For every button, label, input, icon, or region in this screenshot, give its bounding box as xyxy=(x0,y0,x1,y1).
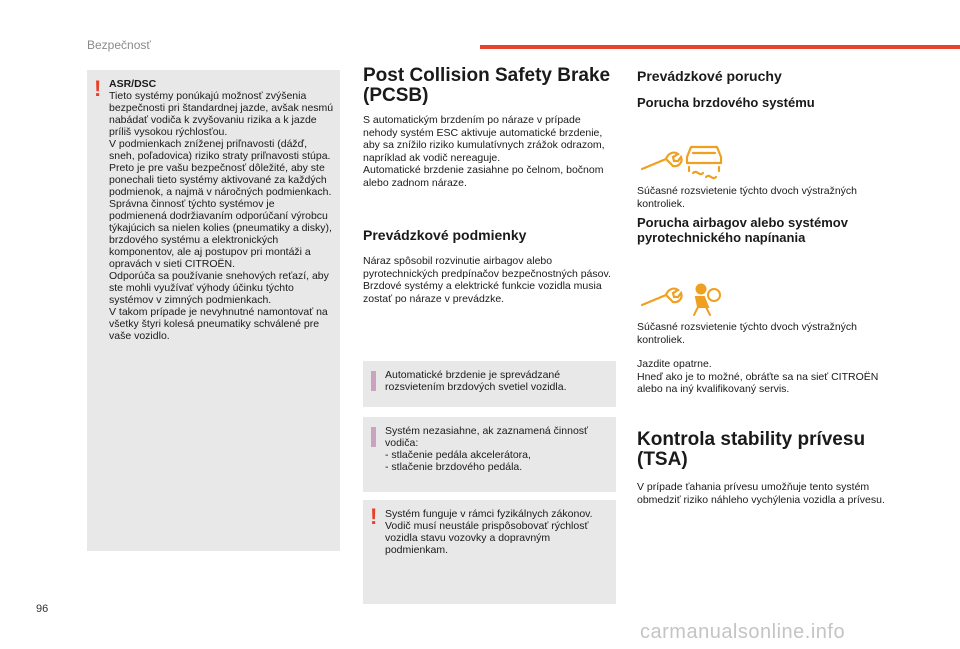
asr-dsc-warning-box xyxy=(87,70,340,551)
brake-warning-icon xyxy=(687,147,721,178)
brake-fault-text: Súčasné rozsvietenie týchto dvoch výstražných kontroliek. xyxy=(637,185,858,210)
faults-section xyxy=(637,68,892,111)
faults-title: Prevádzkové poruchy xyxy=(637,68,782,84)
page-number: 96 xyxy=(36,603,49,615)
pcsb-title: Post Collision Safety Brake (PCSB) xyxy=(363,65,611,106)
warning-exclamation-icon: ! xyxy=(370,504,378,529)
note-driver-action xyxy=(363,417,616,492)
note-driver-action-text: Systém nezasiahne, ak zaznamená činnosť vodiča: - stlačenie pedála akcelerátora, - stlačenie brzdového pedála. xyxy=(385,425,588,473)
airbag-fault-icons xyxy=(640,283,730,319)
info-icon xyxy=(371,371,376,391)
asr-dsc-text: Tieto systémy ponúkajú možnosť zvýšenia bezpečnosti pri štandardnej jazde, avšak nesmú nabádať vodiča k zvyšovaniu rizika a k jazde príliš vysokou rýchlosťou. V podmienkach zníženej priľnavosti (dážď, sneh, poľadovica) riziko straty priľnavosti stúpa. Preto je pre vašu bezpečnosť dôležité, aby ste ponechali tieto systémy aktivované za každých podmienok, a najmä v náročných podmienkach. Správna činnosť týchto systémov je podmienená dodržiavaním odporúčaní výrobcu týkajúcich sa nielen kolies (pneumatiky a disky), brzdového systému a elektronických komponentov, ale aj postupov pri montáži a opravách v sieti CITROËN. Odporúča sa používanie snehových reťazí, aby ste mohli využívať výhody účinku týchto systémov v zimných podmienkach. V takom prípade je nevyhnutné namontovať na všetky štyri kolesá pneumatiky schválené pre vaše vozidlo. xyxy=(109,90,334,342)
note-physics-text: Systém funguje v rámci fyzikálnych zákonov. Vodič musí neustále prispôsobovať rýchlosť vozidla stavu vozovky a dopravným podmienkam. xyxy=(385,508,593,556)
tsa-text: V prípade ťahania prívesu umožňuje tento systém obmedziť riziko náhleho vychýlenia vozidla a prívesu. xyxy=(637,481,885,506)
asr-dsc-title: ASR/DSC xyxy=(109,78,157,90)
brake-fault-title: Porucha brzdového systému xyxy=(637,95,815,110)
airbag-fault-text: Súčasné rozsvietenie týchto dvoch výstražných kontroliek. xyxy=(637,321,858,346)
conditions-title: Prevádzkové podmienky xyxy=(363,227,527,243)
tsa-section xyxy=(637,430,892,506)
wrench-icon xyxy=(642,153,682,169)
conditions-text: Náraz spôsobil rozvinutie airbagov alebo pyrotechnických predpínačov bezpečnostných pásov. Brzdové systémy a elektrické funkcie vozidla musia zostať po náraze v prevádzke. xyxy=(363,255,611,305)
watermark: carmanualsonline.info xyxy=(640,621,846,643)
section-label: Bezpečnosť xyxy=(87,38,151,52)
tsa-title: Kontrola stability prívesu (TSA) xyxy=(637,429,866,470)
pcsb-intro: S automatickým brzdením po náraze v prípade nehody systém ESC aktivuje automatické brzdenie, aby sa znížilo riziko kumulatívnych zrážok odrazom, napríklad ak vodič nereaguje. Automatické brzdenie zasiahne po čelnom, bočnom alebo zadnom náraze. xyxy=(363,114,605,189)
wrench-icon xyxy=(642,289,682,305)
pcsb-column xyxy=(363,66,616,305)
airbag-warning-icon xyxy=(694,285,720,316)
warning-exclamation-icon: ! xyxy=(94,76,102,101)
header-accent-bar xyxy=(480,45,960,49)
info-icon xyxy=(371,427,376,447)
note-physics xyxy=(363,500,616,604)
note-brake-lights xyxy=(363,361,616,407)
airbag-fault-title: Porucha airbagov alebo systémov pyrotechnického napínania xyxy=(637,215,848,245)
brake-fault-body xyxy=(637,185,892,245)
brake-fault-icons xyxy=(640,143,730,183)
stop-text: Jazdite opatrne. Hneď ako je to možné, obráťte sa na sieť CITROËN alebo na iný kvalifikovaný servis. xyxy=(637,358,879,395)
note-brake-lights-text: Automatické brzdenie je sprevádzané rozsvietením brzdových svetiel vozidla. xyxy=(385,369,567,393)
airbag-fault-body xyxy=(637,321,892,396)
